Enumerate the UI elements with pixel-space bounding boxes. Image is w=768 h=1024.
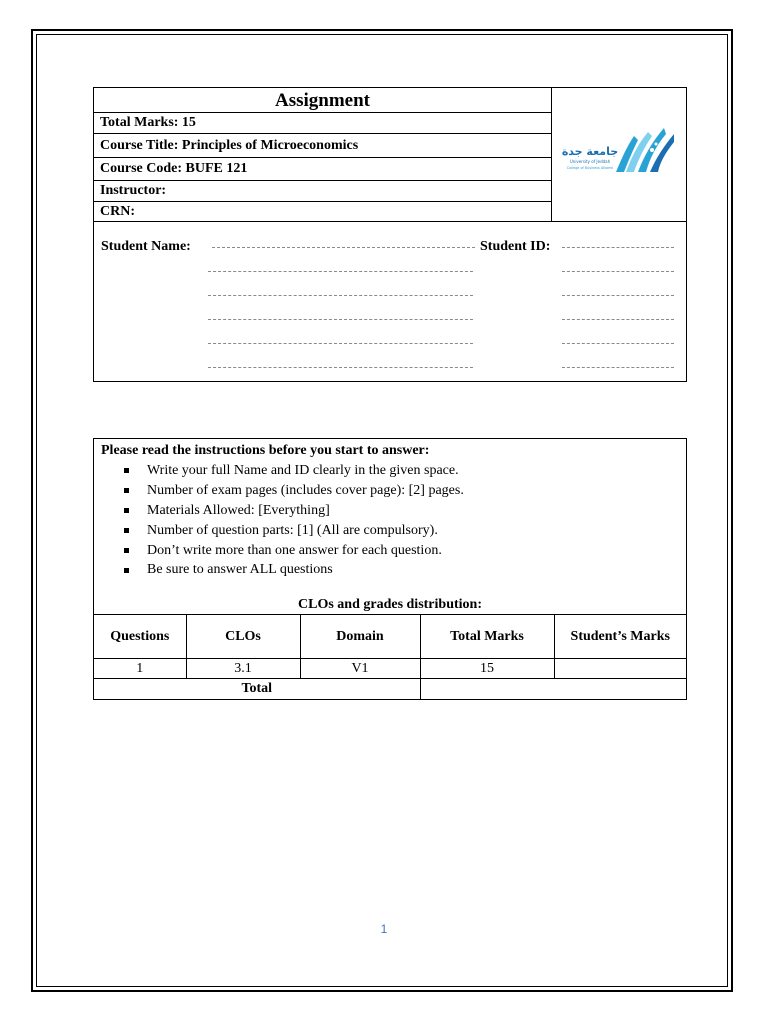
cell-student-marks[interactable] <box>554 659 686 679</box>
student-name-line[interactable] <box>208 367 473 368</box>
student-name-line[interactable] <box>208 295 473 296</box>
table-total-row <box>94 679 686 700</box>
student-id-line[interactable] <box>562 295 674 296</box>
assignment-title: Assignment <box>94 88 551 113</box>
table-header-row <box>94 615 686 659</box>
page-number: 1 <box>380 922 388 936</box>
instruction-item: Number of question parts: [1] (All are compulsory). <box>121 521 464 541</box>
clo-table-title: CLOs and grades distribution: <box>298 597 482 612</box>
cell-question: 1 <box>94 659 186 679</box>
instruction-item: Number of exam pages (includes cover page): [2] pages. <box>121 481 464 501</box>
course-title: Course Title: Principles of Microeconomics <box>94 134 551 158</box>
cell-total-marks: 15 <box>420 659 554 679</box>
student-name-line[interactable] <box>208 343 473 344</box>
logo-arabic-name: جامعة جدة <box>561 145 619 158</box>
student-id-label: Student ID: <box>480 239 551 254</box>
col-header-questions: Questions <box>94 615 186 659</box>
logo-tagline: College of Business Alkamil <box>566 166 614 170</box>
instruction-item: Write your full Name and ID clearly in the given space. <box>121 461 464 481</box>
university-logo <box>552 88 686 221</box>
col-header-clos: CLOs <box>186 615 300 659</box>
student-id-line[interactable] <box>562 343 674 344</box>
cell-clo: 3.1 <box>186 659 300 679</box>
instructions-box <box>93 438 687 700</box>
logo-english-name: University of Jeddah <box>569 159 611 164</box>
col-header-domain: Domain <box>300 615 420 659</box>
student-name-line[interactable] <box>212 247 475 248</box>
student-info-box <box>93 221 687 382</box>
instructions-list <box>121 461 464 579</box>
instruction-item: Materials Allowed: [Everything] <box>121 501 464 521</box>
total-value-cell[interactable] <box>420 679 686 700</box>
table-row <box>94 659 686 679</box>
instruction-item: Don’t write more than one answer for each question. <box>121 541 464 561</box>
total-label: Total <box>94 679 420 700</box>
student-name-label: Student Name: <box>101 239 191 254</box>
instructions-heading: Please read the instructions before you start to answer: <box>101 443 430 458</box>
clo-grades-table <box>94 614 686 699</box>
student-id-line[interactable] <box>562 271 674 272</box>
header-info <box>94 88 552 221</box>
col-header-student-marks: Student’s Marks <box>554 615 686 659</box>
logo-emblem-icon <box>616 128 674 172</box>
student-id-line[interactable] <box>562 247 674 248</box>
student-name-line[interactable] <box>208 319 473 320</box>
student-id-line[interactable] <box>562 319 674 320</box>
instruction-item: Be sure to answer ALL questions <box>121 561 464 579</box>
assignment-header <box>93 87 687 222</box>
col-header-total-marks: Total Marks <box>420 615 554 659</box>
crn-field: CRN: <box>100 203 135 219</box>
course-code: Course Code: BUFE 121 <box>94 158 551 181</box>
cell-domain: V1 <box>300 659 420 679</box>
instructor-field: Instructor: <box>94 181 551 202</box>
student-name-line[interactable] <box>208 271 473 272</box>
student-id-line[interactable] <box>562 367 674 368</box>
total-marks: Total Marks: 15 <box>94 113 551 134</box>
